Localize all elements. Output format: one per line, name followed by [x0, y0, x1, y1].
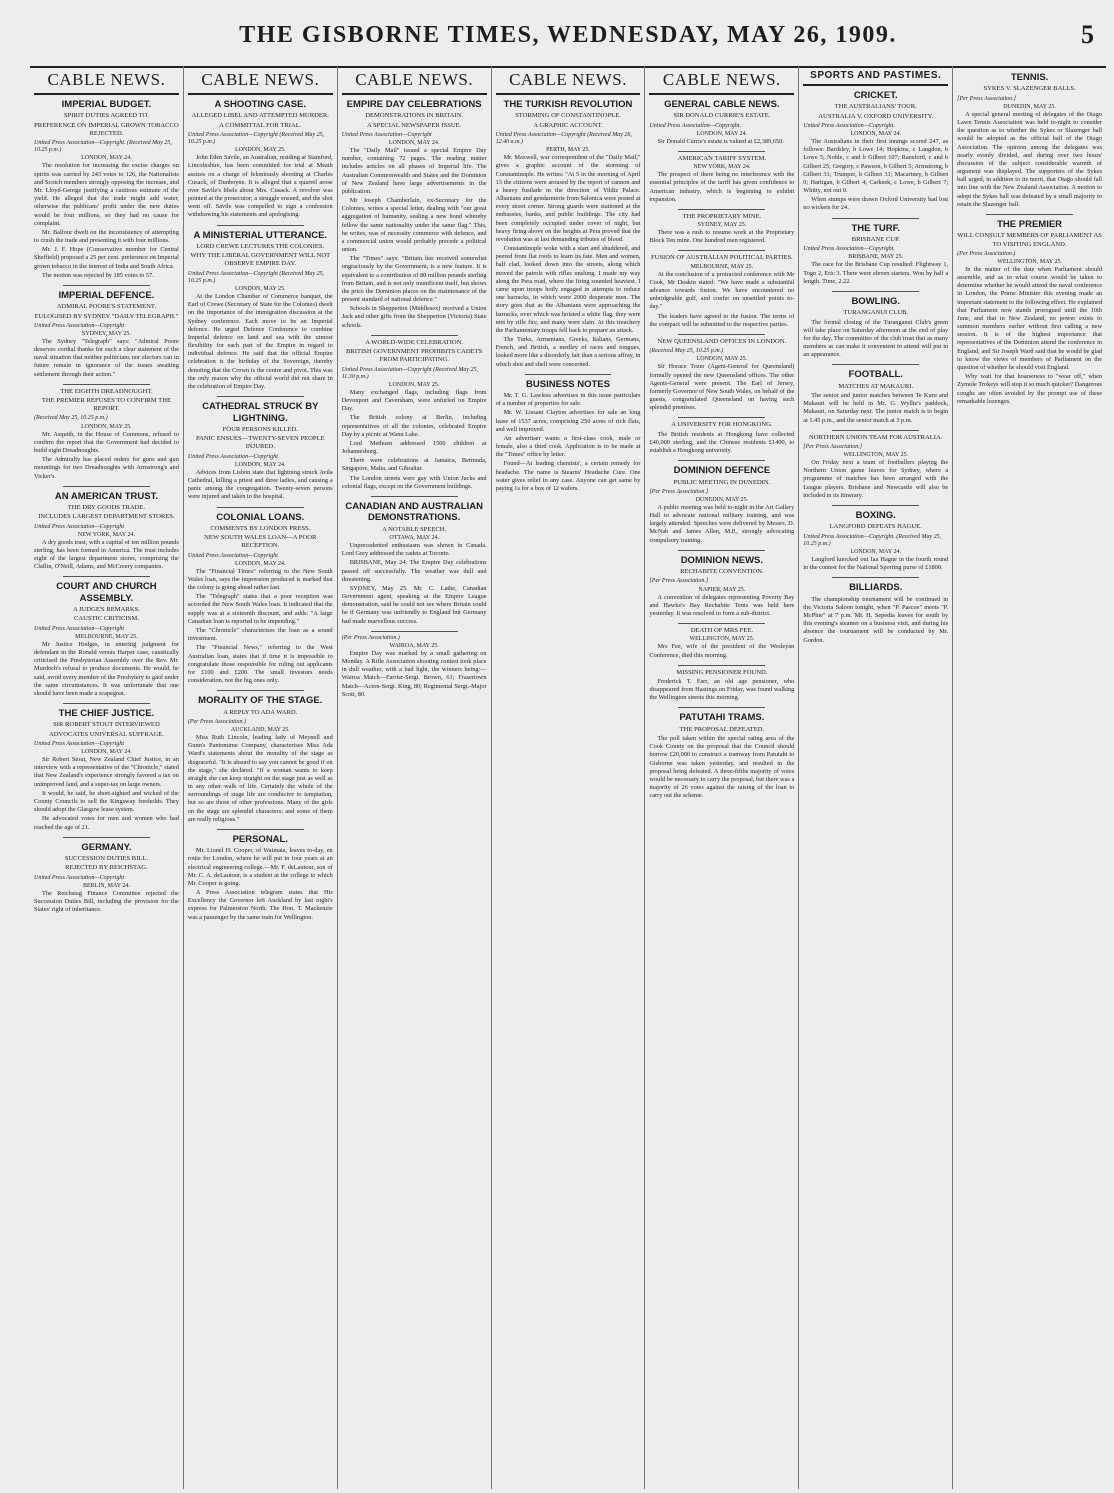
- article-headline: AN AMERICAN TRUST.: [54, 490, 158, 502]
- article: [34, 285, 179, 379]
- column-7: [953, 66, 1106, 1489]
- article-subheading: A SPECIAL NEWSPAPER ISSUE.: [366, 121, 462, 129]
- article-paragraph: A public meeting was held to-night in the Art Gallery Hall to advocate national military training, and was largely attended. Speeches were delivered by Messrs. D. McNab and James Allen, M.P., strongly advocating compulsory training.: [649, 503, 795, 544]
- divider: [678, 250, 765, 251]
- dateline: DUNEDIN, MAY 25.: [1003, 103, 1056, 110]
- article-subheading: AUSTRALIA V. OXFORD UNIVERSITY.: [818, 112, 934, 120]
- dateline: MELBOURNE, MAY 25.: [75, 633, 138, 640]
- dateline: LONDON, MAY 24.: [850, 549, 901, 555]
- press-credit: United Press Association—Copyright: [34, 625, 124, 632]
- dateline: WELLINGTON, MAY 25.: [997, 258, 1062, 265]
- press-credit: United Press Association—Copyright: [34, 874, 124, 881]
- article: [649, 334, 794, 412]
- divider: [832, 505, 919, 506]
- dateline: BRISBANE, MAY 25.: [848, 254, 904, 261]
- article-headline: PERSONAL.: [232, 833, 288, 845]
- article-paragraph: The race for the Brisbane Cup resulted: Flightway 1, Togo 2, Eric 3. There were eleven starters. Won by half a length. Time, 2.22.: [803, 261, 949, 285]
- dateline: BERLIN, MAY 24.: [82, 882, 130, 889]
- article-paragraph: The leaders have agreed to the fusion. The terms of the compact will be submitted to the respective parties.: [649, 312, 795, 328]
- press-credit: [Per Press Association.]: [803, 443, 863, 450]
- article-paragraph: At the conclusion of a protracted conference with Mr Cook, Mr Deakin stated: "We have made a substantial advance towards fusion. We have encountered no unbridgeable gulf, and confer on unsettled points to-day.": [649, 270, 795, 311]
- dateline: SYDNEY, MAY 25.: [82, 330, 131, 337]
- press-credit: United Press Association—Copyright. (Received May 25, 10.25 p.m.): [34, 140, 172, 154]
- dateline: AUCKLAND, MAY 25.: [230, 727, 290, 733]
- press-credit: United Press Association—Copyright.: [649, 122, 741, 129]
- article-subheading: COMMENTS BY LONDON PRESS.: [210, 524, 311, 532]
- article-paragraph: An advertiser wants a first-class cook, male or female, also a third cook. Application is to be made at the "Times" office by letter.: [495, 434, 641, 459]
- divider: [63, 837, 150, 838]
- column-1: [30, 66, 184, 1489]
- article-paragraph: The championship tournament will be continued in the Victoria Saloon tonight, when "P. Pascoe" meets "P. McPhie" at 7 p.m. Mr. H. Sepedia leaves for south by this evening's steamer on a business visit, and during his absence the tournament will be conducted by Mr. Gordon.: [803, 595, 949, 644]
- divider: [832, 218, 919, 219]
- article: [803, 364, 948, 424]
- article: [342, 99, 487, 330]
- article-headline: MORALITY OF THE STAGE.: [198, 695, 323, 707]
- article-subheading: CAUSTIC CRITICISM.: [74, 615, 139, 623]
- dateline: LONDON, MAY 25.: [81, 423, 132, 430]
- article-paragraph: The Turks, Armenians, Greeks, Italians, Germans, French, and British, a medley of races and tongues, looked more like a disorderly fair than a serious affray, in which shot and shell were concerned.: [495, 336, 641, 368]
- article-subheading: STORMING OF CONSTANTINOPLE.: [515, 112, 621, 120]
- dateline: DUNEDIN, MAY 25.: [695, 496, 749, 503]
- columns-container: [30, 66, 1106, 1489]
- article-paragraph: A dry goods trust, with a capital of ten million pounds sterling, has been formed in America. The trust includes eight of the largest department stores, comprising the Claflin, O'Neill, Adams, and McCreery companies.: [34, 538, 179, 571]
- article-paragraph: The Admiralty has placed orders for guns and gun mountings for two Dreadnoughts with Armstrong's and Vicker's.: [34, 456, 179, 480]
- divider: [832, 430, 919, 431]
- press-credit: [Per Press Association.]: [957, 95, 1016, 102]
- article-subheading: REJECTED BY REICHSTAG.: [65, 864, 148, 872]
- article: [803, 291, 948, 359]
- dateline: LONDON, MAY 25.: [696, 356, 748, 363]
- divider: [678, 550, 765, 551]
- column-heading: CABLE NEWS.: [649, 68, 794, 95]
- article-paragraph: Mr. Maxwell, war correspondent of the "Daily Mail," gives a graphic account of the storming of Constantinople. He writes: "At 5 in the morning of April 13 the citizens were aroused by the report of cannon and a heavy fusilade in the direction of Yildiz Palace. Albanians and gendarmerie from Salonica were posted at every street corner. Strong guards were stationed at the embassies, banks, and public buildings. The city had been completely occupied under cover of night, but heavy firing above on the heights at Pera proved that the revolution was at last demanding tributes of blood.: [495, 154, 641, 243]
- article-subheading: A REPLY TO ADA WARD.: [223, 708, 298, 716]
- article-headline: EMPIRE DAY CELEBRATIONS: [346, 99, 482, 110]
- dateline: LONDON, MAY 24.: [696, 130, 748, 137]
- column-2: [184, 66, 338, 1489]
- article-paragraph: Mr Joseph Chamberlain, ex-Secretary for the Colonies, writes a special letter, dealing with "our great aggregation of humanity, sealing a new bond whereby fellow the same nationality under the same flag." This, he writes, was of necessity commerce with defence, and a commercial union would probably precede a political union.: [341, 197, 487, 254]
- article-headline: CANADIAN AND AUSTRALIAN DEMONSTRATIONS.: [345, 500, 483, 524]
- press-credit: United Press Association—Copyright: [34, 322, 124, 329]
- column-heading: CABLE NEWS.: [34, 68, 179, 95]
- article-subheading: THE AUSTRALIANS' TOUR.: [834, 103, 917, 111]
- article-headline: THE TURKISH REVOLUTION: [503, 99, 633, 110]
- dateline: MELBOURNE, MAY 25.: [690, 263, 754, 270]
- article-subheading: NEW SOUTH WALES LOAN—A POOR RECEPTION.: [204, 534, 317, 550]
- divider: [371, 631, 458, 632]
- article-paragraph: The British colony at Berlin, including representatives of all the colonies, celebrated Empire Day by a picnic at Wann Lake.: [341, 414, 487, 438]
- article-subheading: SIR ROBERT STOUT INTERVIEWED: [53, 721, 160, 729]
- dateline: LONDON, MAY 25.: [235, 286, 286, 293]
- article-subheading: EULOGISED BY SYDNEY "DAILY TELEGRAPH.": [34, 312, 179, 320]
- article-subheading: A WORLD-WIDE CELEBRATION.: [365, 338, 464, 346]
- divider: [525, 374, 612, 375]
- article-subheading: NORTHERN UNION TEAM FOR AUSTRALIA.: [809, 433, 943, 441]
- divider: [217, 690, 304, 691]
- article-paragraph: Mr. Balfour dwelt on the inconsistency of attempting to crush the trade and presenting it with four millions.: [34, 228, 179, 245]
- article: [188, 396, 333, 501]
- article-subheading: DEMONSTRATIONS IN BRITAIN.: [365, 112, 464, 120]
- press-credit: United Press Association—Copyright (Received May 25, 11.30 p.m.): [341, 366, 479, 380]
- article-subheading: FOUR PERSONS KILLED.: [222, 425, 298, 433]
- dateline: WAIROA, MAY 25.: [389, 642, 439, 649]
- article-paragraph: On Friday next a team of footballers playing the Northern Union game leaves for Sydney, where a programme of matches has been arranged with the League players. Brisbane and Newcastle will also be included in its itinerary.: [803, 459, 949, 499]
- dateline: LONDON, MAY 24.: [81, 749, 132, 756]
- article: [342, 496, 487, 626]
- article-headline: A SHOOTING CASE.: [214, 99, 307, 110]
- article-headline: DOMINION NEWS.: [680, 554, 764, 566]
- press-credit: (Received May 25, 10.25 p.m.): [649, 348, 724, 355]
- article: [649, 460, 794, 545]
- article-headline: THE CHIEF JUSTICE.: [58, 708, 155, 720]
- article-headline: DOMINION DEFENCE: [673, 465, 771, 477]
- divider: [63, 384, 150, 385]
- divider: [832, 577, 919, 578]
- article: [803, 430, 948, 500]
- article: [649, 99, 794, 146]
- press-credit: United Press Association—Copyright: [187, 453, 278, 460]
- article: [188, 829, 333, 922]
- article-subheading: SPIRIT DUTIES AGREED TO.: [63, 112, 149, 120]
- article: [649, 250, 794, 328]
- article-paragraph: Schools in Shepperton (Middlesex) received a Union Jack and other gifts from the Shepperton (Victoria) State schools.: [341, 305, 487, 329]
- article-subheading: THE EIGHTH DREADNOUGHT.: [60, 387, 153, 395]
- article: [188, 507, 333, 686]
- article-headline: BOWLING.: [851, 295, 900, 307]
- press-credit: United Press Association—Copyright: [341, 131, 432, 138]
- article: [803, 90, 948, 213]
- press-credit: United Press Association—Copyright.: [803, 246, 895, 253]
- dateline: LONDON, MAY 24.: [235, 560, 286, 567]
- article-paragraph: The Reichstag Finance Committee rejected the Succession Duties Bill, including the provision for the States' right of inheritance.: [34, 889, 179, 914]
- article-paragraph: The "Financial News," referring to the West Australian loan, states that if time it is impossible to congratulate those responsible for ruling out applicants for £100 and £200. The small investors needs consideration, not the big ones only.: [187, 644, 333, 685]
- article-headline: PATUTAHI TRAMS.: [679, 712, 765, 724]
- article-paragraph: The senior and junior matches between Te Kuru and Makauri will be held in Mr. G. Wyllie's paddock, Makauri, on Saturday next. The junior match is to begin at 1.45 p.m., and the senior match at 3 p.m.: [803, 392, 949, 424]
- article: [649, 550, 794, 618]
- article-subheading: BRISBANE CUP.: [851, 235, 900, 243]
- divider: [832, 364, 919, 365]
- column-3: [338, 66, 492, 1489]
- article-subheading: A COMMITTAL FOR TRIAL.: [219, 121, 302, 129]
- article: [649, 209, 794, 246]
- article-subheading: ADMIRAL POORE'S STATEMENT.: [56, 303, 157, 311]
- divider: [832, 291, 919, 292]
- press-credit: United Press Association—Copyright (Received May 25, 10.25 p.m.): [187, 270, 325, 284]
- article-paragraph: Lord Methuen addressed 1500 children at Johannesburg.: [341, 439, 487, 456]
- article-paragraph: A special general meeting of delegates of the Otago Lawn Tennis Association was held to-night to consider the question as to whether the Sykes or Slazenger ball would be adopted as the official ball of the Otago Association. The opinion among the delegates was nearly evenly divided, and during over two hours' discussion of the subject considerable warmth of argument was displayed. The supporters of the Sykes ball urged, in addition to its merit, that Otago should fall into line with the New Zealand Association. A motion to adopt the Sykes ball was defeated by a small majority to retain the Slazenger ball.: [957, 110, 1103, 208]
- article-paragraph: The British residents at Hongkong have collected £40,000 sterling, and the Chinese residents £1400, to establish a Hongkong university.: [649, 430, 795, 454]
- article: [957, 214, 1102, 406]
- article-paragraph: Sir Robert Stout, New Zealand Chief Justice, in an interview with a representative of the "Chronicle," stated that New Zealand's experience strongly favored a tax on unimproved land, and a super-tax on large owners.: [34, 756, 179, 788]
- article: [342, 335, 487, 491]
- article-paragraph: BRISBANE, May 24. The Empire Day celebrations passed off successfully. The weather was dull and threatening.: [341, 559, 487, 583]
- divider: [678, 623, 765, 624]
- dateline: LONDON, MAY 24.: [81, 155, 132, 162]
- article-subheading: A GRAPHIC ACCOUNT.: [533, 121, 603, 129]
- article-paragraph: Mr. T. G. Lawless advertises in this issue particulars of a number of properties for sale.: [495, 392, 641, 408]
- article-headline: BILLIARDS.: [849, 582, 903, 594]
- article-paragraph: A Press Association telegram states that His Excellency the Governor left Auckland by last night's express for Palmerston North. The Hon. T. Mackenzie was a passenger by the same train for Wellington.: [187, 889, 333, 921]
- article-paragraph: The "Daily Mail" issued a special Empire Day number, containing 72 pages. The reading matter includes articles on all phases of Imperial life. The Australian Commonwealth and States and the Dominion of New Zealand have large advertisements in the publication.: [341, 147, 487, 195]
- article-paragraph: Constantinople woke with a start and shuddered, and peered from flat roofs to learn its fate. Men and women, half clad, looked down into the streets, along which moved the patrols with rifles unslung. I made my way along the Pera road, where the firing sounded heaviest. I came upon troops hotly engaged in attempts to reduce one barracks, in which were 2000 desperate men. The story goes that as the Albanians were approaching the barracks, over which was hoisted a white flag, they were met by rifle fire, and many were slain. At this treachery the Parliamentary troops fell back to prepare an attack.: [495, 245, 641, 334]
- dateline: OTTAWA, MAY 24.: [389, 534, 439, 541]
- divider: [678, 707, 765, 708]
- article-paragraph: The "Chronicle" characterises the loan as a sound investment.: [187, 626, 333, 643]
- article-paragraph: The prospect of there being no interference with the essential principles of the tariff has given confidence to American industry, which is beginning to exhibit expansion.: [649, 171, 795, 203]
- column-heading: CABLE NEWS.: [342, 68, 487, 95]
- page-number: 5: [1081, 20, 1094, 49]
- article-paragraph: There were celebrations at Jamaica, Bermuda, Singapore, Malta, and Gibraltar.: [341, 457, 487, 473]
- press-credit: United Press Association—Copyright.: [803, 122, 895, 129]
- press-credit: (Received May 25, 10.25 p.m.): [34, 415, 108, 422]
- article-paragraph: Mr. J. F. Hope (Conservative member for Central Sheffield) proposed a 25 per cent. preference on Imperial grown tobacco in the interest of India and South Africa.: [34, 246, 179, 270]
- article-paragraph: The Sydney "Telegraph" says: "Admiral Poore deserves cordial thanks for such a clear statement of the naval situation that neither politicians nor electors can in future remain in ignorance of the issues awaiting settlement through their action.": [34, 337, 179, 378]
- divider: [678, 665, 765, 666]
- press-credit: United Press Association—Copyright. (Received May 25, 10.25 p.m.): [803, 533, 942, 547]
- divider: [371, 496, 458, 497]
- article-headline: THE PREMIER: [997, 218, 1063, 230]
- article-paragraph: John Eden Savile, an Australian, residing at Stamford, Lincolnshire, has been committed for trial at Meath assizes on a charge of feloniously shooting at Charles Cusack, of Dunboyne. It is alleged that a quarrel arose over Savile's libels about Mrs. Cusack. A revolver was pointed at the prosecutor; a struggle ensued, and the shot went off. Savile was compelled to sign a confession withdrawing his statements and apologising.: [187, 154, 333, 219]
- article-paragraph: Why wait for that hoarseness to "wear off," when Zymole Trokeys will stop it so much quicker? Dangerous coughs are often avoided by the prompt use of these remarkable lozenges.: [957, 373, 1103, 405]
- dateline: LONDON, MAY 25.: [388, 381, 440, 388]
- press-credit: United Press Association—Copyright: [34, 523, 124, 530]
- article-paragraph: Mrs Fee, wife of the president of the Wesleyan Conference, died this morning.: [649, 643, 795, 659]
- article: [803, 218, 948, 286]
- article-subheading: LORD CREWE LECTURES THE COLONIES.: [196, 243, 325, 250]
- article: [803, 577, 948, 644]
- article-subheading: PREFERENCE ON IMPERIAL GROWN TOBACCO REJECTED.: [34, 121, 179, 137]
- dateline: LONDON, MAY 24.: [388, 140, 440, 147]
- press-credit: [Per Press Association.]: [649, 578, 709, 585]
- article-subheading: WHY THE LIBERAL GOVERNMENT WILL NOT OBSERVE EMPIRE DAY.: [190, 252, 331, 268]
- dateline: NEW YORK, MAY 24.: [77, 531, 135, 538]
- article-subheading: ADVOCATES UNIVERSAL SUFFRAGE.: [48, 730, 164, 738]
- article-subheading: SUCCESSION DUTIES BILL.: [64, 855, 149, 863]
- article: [34, 99, 179, 280]
- article-headline: IMPERIAL DEFENCE.: [58, 289, 155, 301]
- article-paragraph: There was a rush to resume work at the Proprietary Block Ten mine. One hundred men registered.: [649, 229, 795, 245]
- article-headline: IMPERIAL BUDGET.: [61, 99, 152, 110]
- article: [649, 151, 794, 204]
- column-4: [492, 66, 646, 1489]
- divider: [678, 460, 765, 461]
- press-credit: United Press Association—Copyright: [34, 740, 124, 747]
- divider: [217, 507, 304, 508]
- article-paragraph: Advices from Lisbon state that lightning struck Avila Cathedral, killing a priest and three ladies, and causing a panic among the congregation. Twenty-seven persons were injured and taken to the hospital.: [187, 468, 333, 501]
- press-credit: (Per Press Association.): [187, 718, 247, 725]
- article-subheading: WILL CONSULT MEMBERS OF PARLIAMENT AS TO VISITING ENGLAND.: [957, 232, 1102, 248]
- column-heading: SPORTS AND PASTIMES.: [803, 68, 948, 86]
- article-paragraph: The motion was rejected by 185 votes to 57.: [42, 271, 154, 279]
- dateline: LONDON, MAY 24.: [235, 461, 286, 468]
- article-paragraph: Sir Horace Tozer (Agent-General for Queensland) formally opened the new Queensland offices. The other Agents-General were present. The Earl of Jersey, formerly Governor of New South Wales, on behalf of the guests, congratulated Queensland on having such splendid premises.: [649, 363, 795, 412]
- article-subheading: INCLUDES LARGEST DEPARTMENT STORES.: [38, 513, 175, 521]
- article-subheading: SIR DONALD CURRIE'S ESTATE.: [673, 112, 771, 120]
- article-subheading: NEW QUEENSLAND OFFICES IN LONDON.: [657, 337, 787, 345]
- divider: [63, 285, 150, 286]
- article: [34, 576, 179, 698]
- article-headline: COLONIAL LOANS.: [216, 511, 305, 523]
- article: [188, 225, 333, 392]
- article: [649, 665, 794, 703]
- masthead: [30, 10, 1106, 68]
- article-paragraph: Empire Day was marked by a small gathering on Monday. A Rifle Association shooting contest took place in dull weather, with a bad light, the winners being:—Wairoa Match—Farrier-Sergt. Brown, 61; Frasertown Match—Acton-Sergt. King, 80; Regimental Sergt.-Major Scott, 80.: [341, 649, 487, 698]
- article: [188, 99, 333, 220]
- dateline: WELLINGTON, MAY 25.: [843, 452, 909, 459]
- article-paragraph: Mr. Lionel H. Cooper, of Waimata, leaves to-day, en route for London, where he will put in four years at an electrical engineering college.—Mr. F. deLautour, son of Mr. C. A. deLautour, is a student at the college to which Mr. Cooper is going.: [187, 847, 333, 887]
- article-subheading: TURANGANUI CLUB.: [843, 309, 909, 317]
- article: [496, 99, 641, 369]
- divider: [63, 486, 150, 487]
- article-paragraph: Unprecedented enthusiasm was shown in Canada. Lord Grey addressed the cadets at Toronto.: [341, 541, 487, 558]
- article-paragraph: Found—At leading chemists', a certain remedy for headache. The name is Stearns' Headache Cure. One water gives relief in any case. Anyone can get same by paying 1s for a box of 12 wafers.: [495, 460, 641, 492]
- article: [957, 72, 1102, 209]
- article: [34, 703, 179, 832]
- press-credit: (Per Press Association.): [341, 634, 400, 641]
- article-subheading: PANIC ENSUES—TWENTY-SEVEN PEOPLE INJURED.: [195, 435, 325, 451]
- article-headline: TENNIS.: [1010, 72, 1049, 83]
- article-subheading: BRITISH GOVERNMENT PROHIBITS CADETS FROM PARTICIPATING.: [345, 348, 483, 364]
- article-subheading: MISSING PENSIONER FOUND.: [676, 668, 768, 676]
- article-paragraph: Mr. Asquith, in the House of Commons, refused to confirm the report that the Government had decided to build eight Dreadnoughts.: [34, 430, 179, 455]
- article-headline: THE TURF.: [851, 222, 900, 234]
- article-headline: GENERAL CABLE NEWS.: [664, 99, 780, 110]
- divider: [986, 214, 1073, 215]
- dateline: WELLINGTON, MAY 25.: [689, 636, 755, 643]
- article-subheading: A UNIVERSITY FOR HONGKONG.: [671, 421, 773, 429]
- article-paragraph: Langford knocked out Iaa Hague in the fourth round in the contest for the National Sporting purse of £1800.: [803, 556, 949, 572]
- article-paragraph: He advocated votes for men and women who had reached the age of 21.: [34, 815, 179, 831]
- article-paragraph: The poll taken within the special rating area of the Cook County on the proposal that the Council should borrow £20,000 to construct a tramway from Patutahi to Gisborne was taken yesterday, and resulted in the proposal being defeated. A three-fifths majority of votes would be necessary to carry the proposal, but there was a majority of 26 votes against the raising of the loan to carry out the scheme.: [649, 735, 795, 800]
- article-paragraph: At the London Chamber of Commerce banquet, the Earl of Crewe (Secretary of State for the Colonies) dwelt on the importance of the immigration discussion at the Sydney conference. Each move to be an Imperial defence. He urged Defence Conference to combine Imperial defence on land and sea with the utmost flexibility for each part of the Empire in regard to individual defence. He said that the official Empire celebration is the birthday of the Sovereign, thereby denoting that the Crown is the centre and pivot. This was the only reason why the official world did not share in the celebration of Empire Day.: [187, 293, 333, 390]
- dateline: LONDON, MAY 24.: [850, 131, 901, 138]
- dateline: PERTH, MAY 25.: [546, 147, 590, 154]
- article-subheading: A NOTABLE SPEECH.: [382, 525, 447, 533]
- article-subheading: LANGFORD DEFEATS HAGUE.: [829, 523, 922, 531]
- article-subheading: A JUDGE'S REMARKS.: [72, 606, 140, 614]
- article-paragraph: Miss Ruth Lincoln, leading lady of Meynell and Gunn's Pantomime Company, characterises Miss Ada Ward's statements about the morality of the stage as disgraceful. "It is absurd to say you cannot be good if on the stage," she declared. "If a woman wants to keep straight she can keep straight on the stage just as well as in any other walk of life. Certainly the whole of the surroundings of stage life are conducive to temptation, but so are those of other professions. Many of the girls on the stage are splendid characters; and some of them are really religious.": [187, 734, 333, 823]
- divider: [63, 576, 150, 577]
- article: [649, 623, 794, 660]
- article: [496, 374, 641, 493]
- column-heading: CABLE NEWS.: [188, 68, 333, 95]
- article-subheading: THE PROPOSAL DEFEATED.: [679, 725, 765, 733]
- article: [34, 837, 179, 915]
- dateline: NAPIER, MAY 25.: [698, 586, 746, 593]
- divider: [678, 334, 765, 335]
- dateline: LONDON, MAY 25.: [235, 147, 286, 154]
- article: [342, 631, 487, 699]
- press-credit: [Per Press Association.]: [649, 488, 709, 495]
- divider: [371, 335, 458, 336]
- divider: [678, 209, 765, 210]
- article-paragraph: Mr. W. Lissant Clayton advertises for sale an long lease of 1537 acres, comprising 250 acres of rich flats, and well improved.: [495, 409, 641, 433]
- divider: [217, 225, 304, 226]
- article-paragraph: Frederick T. Farr, an old age pensioner, who disappeared from Hastings on Friday, was found walking the Wellington streets this morning.: [649, 677, 795, 702]
- article-paragraph: It would, he said, be short-sighted and wicked of the County Councils to sell the Kingsway freeholds. They should adopt the Glasgow lease system.: [34, 789, 179, 814]
- article-paragraph: When stumps were drawn Oxford University had lost no wickets for 24.: [803, 196, 949, 212]
- column-6: [799, 66, 953, 1489]
- press-credit: United Press Association—Copyright (Received May 25, 10.25 p.m.): [187, 131, 325, 146]
- dateline: NEW YORK, MAY 24.: [693, 164, 751, 171]
- article: [34, 486, 179, 572]
- divider: [217, 396, 304, 397]
- article-headline: BOXING.: [855, 510, 896, 521]
- column-5: [645, 66, 799, 1489]
- article-paragraph: The "Telegraph" states that a poor reception was accorded the New South Wales loan. It indicated that the supply was at a sixteenth discount, and adds: "A large Canadian loan is reported to be impending.": [187, 593, 333, 625]
- article: [34, 384, 179, 481]
- article-paragraph: SYDNEY, May 25. Mr. C. Lathe, Canadian Government agent, speaking at the Empire League demonstration, said he could not see where Britain could be if Germany was unfriendly to England but Germany had made marvellous success.: [341, 584, 487, 625]
- press-credit: United Press Association—Copyright: [187, 552, 278, 559]
- article: [649, 707, 794, 800]
- article-paragraph: Mr Justice Hodges, in entering judgment for defendant in the Ronald versus Harper case, caustically criticised the Presbyterian Assembly over the Rev. Mr. Murdoch's refusal to produce documents. He would, he said, avoid every member of the Presbytery to gaol under the same circumstances. It was unfortunate that one should have been made a scapegoat.: [34, 640, 179, 697]
- article-paragraph: In the matter of the date when Parliament should assemble, and as to what course would be taken to determine whether he would attend the naval conference in London, the Prime Minister this evening made an important statement to the following effect. He explained that Parliament now stands prorogued until the 10th June, and that in New Zealand, no power exists to summon members earlier without first calling a new session. It is of the highest importance that representatives of the Dominion attend the conference in England, and Sir Joseph Ward said that he would be glad to know the views of members of Parliament on the question of whether he should visit England.: [957, 265, 1103, 371]
- article-paragraph: A convention of delegates representing Poverty Bay and Hawke's Bay Rechabite Tents was held here yesterday. It was resolved to form a sub-district.: [649, 593, 795, 617]
- article-paragraph: The "Times" says: "Britain has received somewhat ungraciously by the Government, is a new feature. It is equivalent to a contribution of 80 million pounds sterling from Britain, and is not only munificent itself, but shows the price the Dominion places on the maintenance of the present standard of national defence.": [341, 255, 487, 304]
- article-subheading: THE DRY GOODS TRADE.: [67, 504, 146, 512]
- article-subheading: PUBLIC MEETING IN DUNEDIN.: [673, 478, 771, 486]
- article: [188, 690, 333, 824]
- article-paragraph: The formal closing of the Turanganui Club's green will take place on Saturday afternoon at the end of play for the day. The committee of the club trust that as many members as can make it convenient to attend will put in an appearance.: [803, 318, 949, 359]
- column-heading: CABLE NEWS.: [496, 68, 641, 95]
- article-paragraph: Sir Donald Currie's estate is valued at £2,389,650.: [657, 137, 784, 145]
- article: [803, 505, 948, 572]
- masthead-title: THE GISBORNE TIMES, WEDNESDAY, MAY 26, 1909.: [239, 22, 897, 48]
- article-headline: FOOTBALL.: [848, 369, 903, 381]
- article-paragraph: The "Financial Times" referring to the New South Wales loan, says the impression produced is marked that the colony is going ahead rather fast.: [187, 567, 333, 592]
- press-credit: (Per Press Association.): [957, 250, 1016, 257]
- article-subheading: RECHABITE CONVENTION.: [680, 568, 764, 576]
- article-paragraph: The London streets were gay with Union Jacks and colonial flags, except on the Government buildings.: [341, 474, 487, 490]
- divider: [217, 829, 304, 830]
- article-headline: CATHEDRAL STRUCK BY LIGHTNING.: [202, 401, 319, 424]
- article-subheading: MATCHES AT MAKAURI.: [838, 382, 914, 390]
- article-paragraph: The Australians in their first innings scored 247, as follows: Bardsley, b Lowe 14; Hopkins, c Langdon, b Lowe 5; Noble, c and b Gilbert 107; Ransford, c and b Gilbert 25; Gregory, c Pawson, b Gilbert 5; Armstrong, b Gilbert 31; Trumper, b Gilbert 31; Macartney, b Gilbert 0; Hartigan, b Gilbert 4; Carkeek, c Lowe, b Gilbert 7; Whitty, not out 0.: [803, 138, 949, 195]
- article-subheading: SYKES V. SLAZENGER BALLS.: [983, 85, 1076, 93]
- divider: [678, 417, 765, 418]
- article-paragraph: Many exchanged flags, including flags from Devonport and Caversham, were unfurled on Empire Day.: [341, 388, 487, 413]
- press-credit: United Press Association—Copyright (Received May 26, 12.40 a.m.): [495, 131, 632, 146]
- article-headline: GERMANY.: [81, 841, 132, 853]
- article-subheading: ALLEGED LIBEL AND ATTEMPTED MURDER.: [191, 112, 329, 120]
- divider: [678, 151, 765, 152]
- article-headline: CRICKET.: [853, 90, 898, 101]
- article-subheading: AMERICAN TARIFF SYSTEM.: [677, 154, 766, 162]
- article-headline: COURT AND CHURCH ASSEMBLY.: [56, 581, 157, 604]
- article-subheading: THE PROPRIETARY MINE.: [682, 212, 762, 220]
- article-subheading: DEATH OF MRS FEE.: [690, 627, 754, 635]
- article-paragraph: The resolution for increasing the excise charges on spirits was carried by 243 votes to 126, the Nationalists and Scotch members strongly opposing the increase, and Mr. Lloyd-George justifying a cautious estimate of the yield. He alleged that the trade might add water, otherwise the publicans' profit under the new duties would be four millions, so they had no cause for complaint.: [34, 162, 179, 227]
- article-subheading: FUSION OF AUSTRALIAN POLITICAL PARTIES.: [650, 254, 793, 262]
- article-headline: A MINISTERIAL UTTERANCE.: [193, 229, 328, 241]
- dateline: SYDNEY, MAY 25.: [697, 222, 747, 229]
- article: [649, 417, 794, 455]
- article-subheading: THE PREMIER REFUSES TO CONFIRM THE REPORT.: [41, 397, 171, 413]
- divider: [63, 703, 150, 704]
- article-headline: BUSINESS NOTES: [526, 378, 610, 390]
